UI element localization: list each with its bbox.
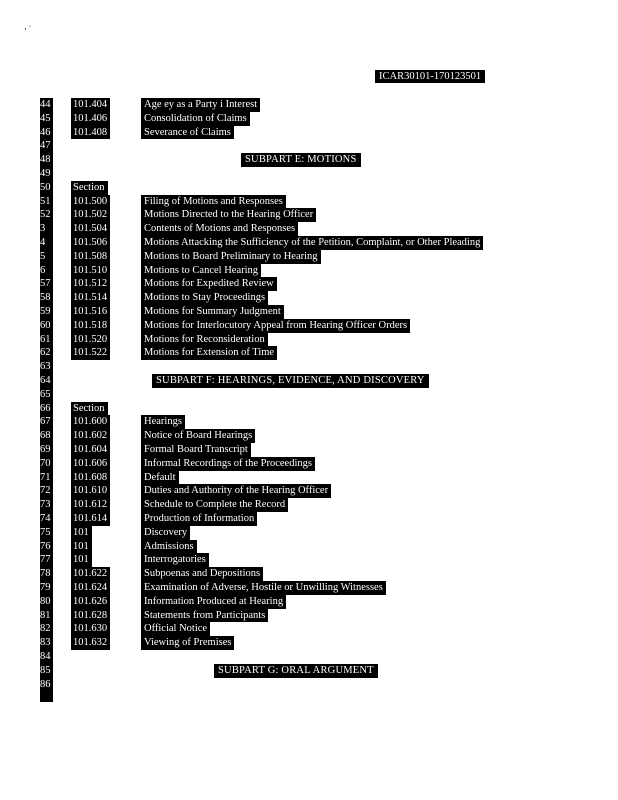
section-number: 101.610: [71, 484, 110, 498]
section-title: Discovery: [141, 526, 190, 540]
section-title: Motions for Summary Judgment: [141, 305, 284, 319]
toc-line: [40, 333, 610, 347]
line-number: 71: [40, 471, 51, 483]
line-number: 58: [40, 292, 51, 304]
toc-line: [40, 277, 610, 291]
section-number: 101.510: [71, 264, 110, 278]
toc-line: [40, 526, 610, 540]
line-number: 77: [40, 554, 51, 566]
line-number: 47: [40, 140, 51, 152]
line-number: 85: [40, 664, 51, 676]
section-number: 101.600: [71, 415, 110, 429]
line-number: 74: [40, 513, 51, 524]
scan-specks: ‚ ·: [24, 22, 32, 31]
line-number: 46: [40, 126, 51, 138]
section-title: Motions to Board Preliminary to Hearing: [141, 250, 321, 264]
section-title: Schedule to Complete the Record: [141, 498, 288, 512]
section-number: 101.512: [71, 277, 110, 291]
section-number: 101.406: [71, 112, 110, 126]
line-number: 49: [40, 168, 51, 179]
toc-line: [40, 181, 610, 195]
toc-line: [40, 609, 610, 623]
section-title: Contents of Motions and Responses: [141, 222, 298, 236]
toc-line: [40, 553, 610, 567]
line-number: 72: [40, 485, 51, 497]
section-title: Filing of Motions and Responses: [141, 195, 286, 209]
toc-line: [40, 540, 610, 554]
section-title: Motions for Expedited Review: [141, 277, 277, 291]
line-number: 73: [40, 499, 51, 511]
line-number: 61: [40, 333, 51, 345]
toc-line: [40, 167, 610, 181]
section-number: 101: [71, 526, 92, 540]
section-number: 101.502: [71, 208, 110, 222]
section-number: 101.516: [71, 305, 110, 319]
section-title: Interrogatories: [141, 553, 209, 567]
section-title: Duties and Authority of the Hearing Officer: [141, 484, 331, 498]
section-number: 101.514: [71, 291, 110, 305]
section-title: Informal Recordings of the Proceedings: [141, 457, 315, 471]
line-number: 79: [40, 582, 51, 593]
section-title: Motions for Interlocutory Appeal from Hearing Officer Orders: [141, 319, 410, 333]
section-title: Formal Board Transcript: [141, 443, 251, 457]
section-number: 101.608: [71, 471, 110, 485]
subpart-heading: SUBPART F: HEARINGS, EVIDENCE, AND DISCOVERY: [152, 374, 429, 388]
line-number: 52: [40, 209, 51, 221]
section-number: 101.504: [71, 222, 110, 236]
section-number: 101.626: [71, 595, 110, 609]
section-title: Motions for Extension of Time: [141, 346, 277, 360]
toc-line: [40, 98, 610, 112]
section-number: 101.404: [71, 98, 110, 112]
section-title: Consolidation of Claims: [141, 112, 250, 126]
section-title: Notice of Board Hearings: [141, 429, 255, 443]
toc-line: [40, 250, 610, 264]
line-number: 83: [40, 637, 51, 649]
line-number: 3: [40, 223, 46, 235]
toc-line: [40, 291, 610, 305]
toc-line: [40, 236, 610, 250]
section-number: 101.520: [71, 333, 110, 347]
toc-line: [40, 112, 610, 126]
section-title: Official Notice: [141, 622, 210, 636]
section-number: 101: [71, 540, 92, 554]
section-number: 101.500: [71, 195, 110, 209]
toc-line: [40, 139, 610, 153]
toc-line: [40, 222, 610, 236]
line-number: 63: [40, 361, 51, 373]
line-number: 65: [40, 388, 51, 400]
section-title: Admissions: [141, 540, 197, 554]
toc-line: [40, 388, 610, 402]
section-number: 101.614: [71, 512, 110, 526]
section-title: Default: [141, 471, 179, 485]
section-number: 101.622: [71, 567, 110, 581]
section-number: 101.606: [71, 457, 110, 471]
toc-line: [40, 471, 610, 485]
section-number: 101.632: [71, 636, 110, 650]
toc-line: [40, 208, 610, 222]
toc-line: [40, 457, 610, 471]
line-number: 57: [40, 278, 51, 290]
toc-line: [40, 636, 610, 650]
toc-line: [40, 402, 610, 416]
section-title: Motions Directed to the Hearing Officer: [141, 208, 316, 222]
section-number: 101.508: [71, 250, 110, 264]
section-title: Severance of Claims: [141, 126, 234, 140]
section-heading: Section: [71, 181, 108, 195]
toc-line: [40, 567, 610, 581]
toc-line: [40, 595, 610, 609]
section-number: 101.628: [71, 609, 110, 623]
toc-line: [40, 443, 610, 457]
section-number: 101.518: [71, 319, 110, 333]
section-title: Age ey as a Party i Interest: [141, 98, 260, 112]
toc-line: [40, 360, 610, 374]
line-number: 69: [40, 444, 51, 455]
toc-line: [40, 664, 610, 678]
line-number: 76: [40, 540, 51, 552]
line-number: 48: [40, 154, 51, 166]
line-number: 86: [40, 678, 51, 690]
line-number: 78: [40, 568, 51, 580]
line-number: 6: [40, 264, 46, 276]
line-number: 44: [40, 99, 51, 110]
section-title: Viewing of Premises: [141, 636, 234, 650]
toc-line: [40, 650, 610, 664]
line-number: 51: [40, 195, 51, 207]
line-number: 4: [40, 237, 46, 248]
section-number: 101.506: [71, 236, 110, 250]
toc-line: [40, 512, 610, 526]
toc-line: [40, 374, 610, 388]
line-number: 59: [40, 306, 51, 317]
subpart-heading: SUBPART G: ORAL ARGUMENT: [214, 664, 378, 678]
section-title: Examination of Adverse, Hostile or Unwilling Witnesses: [141, 581, 386, 595]
section-title: Motions to Cancel Hearing: [141, 264, 261, 278]
toc-line: [40, 429, 610, 443]
line-number: 67: [40, 416, 51, 428]
toc-line: [40, 195, 610, 209]
line-number: 66: [40, 402, 51, 414]
toc-line: [40, 678, 610, 692]
subpart-heading: SUBPART E: MOTIONS: [241, 153, 361, 167]
section-number: 101.408: [71, 126, 110, 140]
line-number: 62: [40, 347, 51, 359]
section-heading: Section: [71, 402, 108, 416]
line-number: 45: [40, 112, 51, 124]
toc-line: [40, 622, 610, 636]
toc-line: [40, 305, 610, 319]
section-number: 101.604: [71, 443, 110, 457]
line-number: 64: [40, 375, 51, 386]
section-number: 101.624: [71, 581, 110, 595]
toc-line: [40, 346, 610, 360]
line-number: 60: [40, 319, 51, 331]
line-number: 80: [40, 595, 51, 607]
line-number: 81: [40, 609, 51, 621]
section-title: Production of Information: [141, 512, 257, 526]
line-number: 70: [40, 457, 51, 469]
line-number: 82: [40, 623, 51, 635]
section-title: Hearings: [141, 415, 185, 429]
toc-line: [40, 415, 610, 429]
section-title: Motions for Reconsideration: [141, 333, 268, 347]
line-number: 75: [40, 526, 51, 538]
line-number: 5: [40, 250, 46, 262]
section-title: Motions to Stay Proceedings: [141, 291, 268, 305]
section-title: Motions Attacking the Sufficiency of the Petition, Complaint, or Other Pleading: [141, 236, 483, 250]
document-id: ICAR30101-170123501: [375, 70, 485, 83]
line-number: 84: [40, 651, 51, 662]
section-number: 101.612: [71, 498, 110, 512]
section-title: Information Produced at Hearing: [141, 595, 286, 609]
section-title: Statements from Participants: [141, 609, 268, 623]
toc-line: [40, 264, 610, 278]
section-number: 101.602: [71, 429, 110, 443]
toc-line: [40, 153, 610, 167]
toc-line: [40, 484, 610, 498]
toc-line: [40, 498, 610, 512]
section-title: Subpoenas and Depositions: [141, 567, 263, 581]
toc-line: [40, 126, 610, 140]
line-number: 68: [40, 430, 51, 442]
toc-line: [40, 581, 610, 595]
section-number: 101.630: [71, 622, 110, 636]
section-number: 101: [71, 553, 92, 567]
toc-line: [40, 319, 610, 333]
section-number: 101.522: [71, 346, 110, 360]
line-number: 50: [40, 181, 51, 193]
